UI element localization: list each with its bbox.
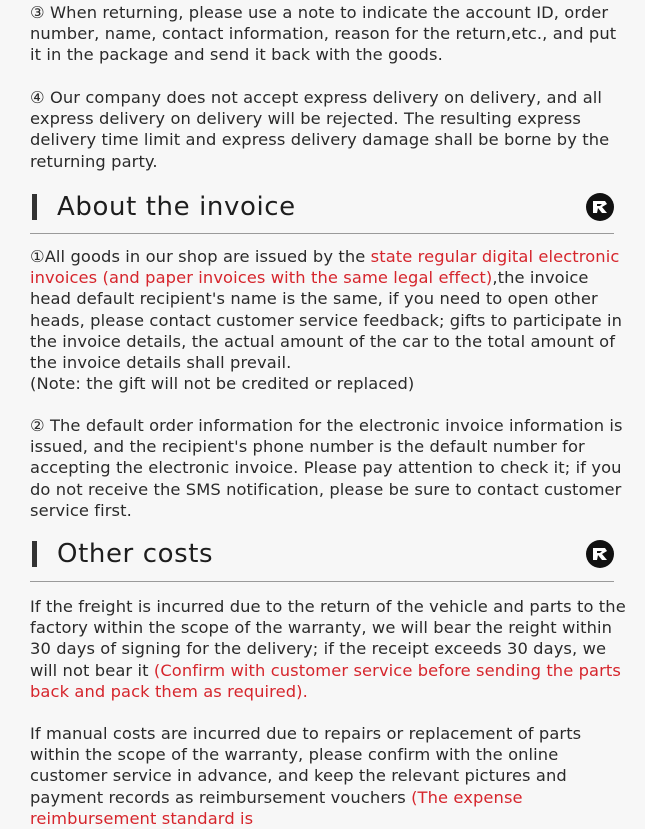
heading-bar	[32, 541, 37, 567]
costs-title: Other costs	[57, 539, 214, 569]
costs-paragraph-2	[30, 723, 632, 829]
invoice-p1-note: (Note: the gift will not be credited or replaced)	[30, 374, 415, 394]
costs-p1-highlight: (Confirm with customer service before sending the parts back and pack them as required).	[30, 660, 621, 701]
costs-paragraph-1	[30, 596, 632, 702]
costs-divider	[30, 581, 614, 582]
costs-heading	[32, 537, 614, 571]
brand-logo-icon	[586, 193, 614, 221]
invoice-p1-rest: ,the invoice head default recipient's name is the same, if you need to open other heads, please contact customer service feedback; gifts to participate in the invoice details, the actual amount of the car to the total amount of the invoice details shall prevail.	[30, 268, 623, 373]
heading-bar	[32, 194, 37, 220]
invoice-p1-highlight: state regular digital electronic invoices (and paper invoices with the same legal effect)	[30, 247, 620, 288]
brand-logo-icon	[586, 540, 614, 568]
invoice-p1-lead: ①All goods in our shop are issued by the	[30, 247, 371, 266]
costs-p1-lead: If the freight is incurred due to the return of the vehicle and parts to the factory within the scope of the warranty, we will bear the reight within 30 days of signing for the delivery; if the receipt exceeds 30 days, we will not bear it	[30, 597, 626, 680]
invoice-heading	[32, 190, 614, 224]
costs-p2-highlight: (The expense reimbursement standard is	[30, 787, 523, 828]
invoice-title: About the invoice	[57, 192, 296, 222]
invoice-divider	[30, 233, 614, 234]
return-note-3: ③ When returning, please use a note to indicate the account ID, order number, name, contact information, reason for the return,etc., and put it in the package and send it back with the goods.	[30, 3, 617, 65]
invoice-paragraph-2: ② The default order information for the electronic invoice information is issued, and the recipient's phone number is the default number for accepting the electronic invoice. Please pay attention to check it; if you do not receive the SMS notification, please be sure to contact customer service first.	[30, 416, 623, 520]
invoice-paragraph-1	[30, 246, 632, 394]
return-note-4: ④ Our company does not accept express delivery on delivery, and all express delivery on delivery will be rejected. The resulting express delivery time limit and express delivery damage shall be borne by the returning party.	[30, 88, 610, 171]
costs-p2-lead: If manual costs are incurred due to repairs or replacement of parts within the scope of the warranty, please confirm with the online customer service in advance, and keep the relevant pictures and payment records as reimbursement vouchers	[30, 724, 582, 807]
